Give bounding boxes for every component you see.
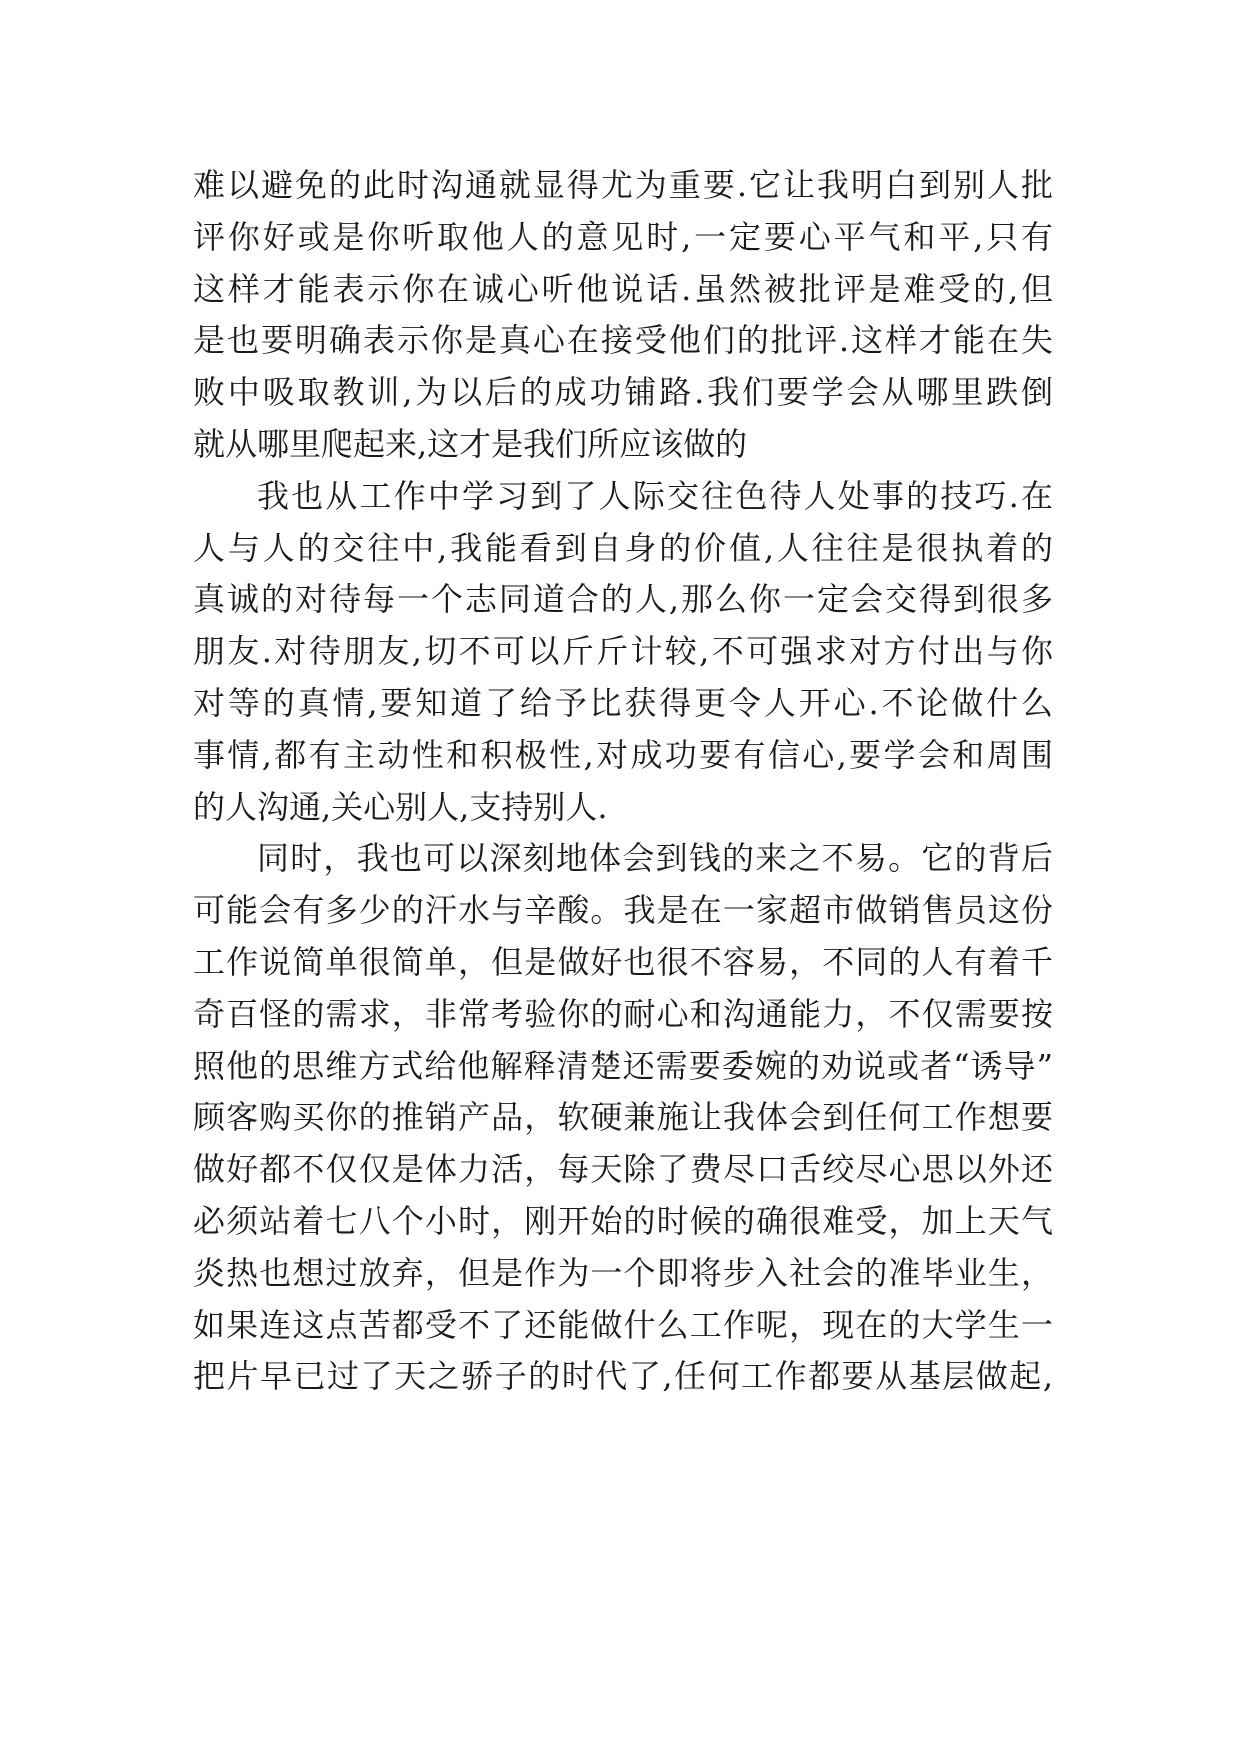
text-line: 必须站着七八个小时，刚开始的时候的确很难受，加上天气 (193, 1201, 1053, 1240)
text-line: 对等的真情,要知道了给予比获得更令人开心.不论做什么 (193, 683, 1053, 722)
text-line: 朋友.对待朋友,切不可以斤斤计较,不可强求对方付出与你 (193, 632, 1053, 671)
document-body (193, 160, 1053, 1403)
text-line: 是也要明确表示你是真心在接受他们的批评.这样才能在失 (193, 321, 1053, 360)
text-line: 照他的思维方式给他解释清楚还需要委婉的劝说或者“诱导” (193, 1046, 1053, 1085)
text-line: 炎热也想过放弃，但是作为一个即将步入社会的准毕业生， (193, 1253, 1053, 1292)
text-line: 做好都不仅仅是体力活，每天除了费尽口舌绞尽心思以外还 (193, 1150, 1053, 1189)
text-line: 就从哪里爬起来,这才是我们所应该做的 (193, 424, 748, 463)
text-line: 这样才能表示你在诚心听他说话.虽然被批评是难受的,但 (193, 269, 1053, 308)
text-line: 人与人的交往中,我能看到自身的价值,人往往是很执着的 (193, 528, 1053, 567)
text-line: 败中吸取教训,为以后的成功铺路.我们要学会从哪里跌倒 (193, 373, 1053, 412)
text-line: 事情,都有主动性和积极性,对成功要有信心,要学会和周围 (193, 735, 1053, 774)
text-line: 工作说简单很简单，但是做好也很不容易，不同的人有着千 (193, 942, 1053, 981)
paragraph-1 (193, 160, 1053, 471)
text-line: 同时，我也可以深刻地体会到钱的来之不易。它的背后 (257, 839, 1053, 878)
text-line: 奇百怪的需求，非常考验你的耐心和沟通能力，不仅需要按 (193, 994, 1053, 1033)
paragraph-3 (193, 833, 1053, 1403)
text-line: 评你好或是你听取他人的意见时,一定要心平气和平,只有 (193, 217, 1053, 256)
paragraph-2 (193, 471, 1053, 834)
text-line: 的人沟通,关心别人,支持别人. (193, 787, 608, 826)
text-line: 把片早已过了天之骄子的时代了,任何工作都要从基层做起, (193, 1357, 1053, 1396)
text-line: 如果连这点苦都受不了还能做什么工作呢，现在的大学生一 (193, 1305, 1053, 1344)
text-line: 我也从工作中学习到了人际交往色待人处事的技巧.在 (257, 476, 1053, 515)
text-line: 顾客购买你的推销产品，软硬兼施让我体会到任何工作想要 (193, 1098, 1053, 1137)
text-line: 难以避免的此时沟通就显得尤为重要.它让我明白到别人批 (193, 166, 1053, 204)
text-line: 真诚的对待每一个志同道合的人,那么你一定会交得到很多 (193, 580, 1053, 619)
text-line: 可能会有多少的汗水与辛酸。我是在一家超市做销售员这份 (193, 891, 1053, 930)
